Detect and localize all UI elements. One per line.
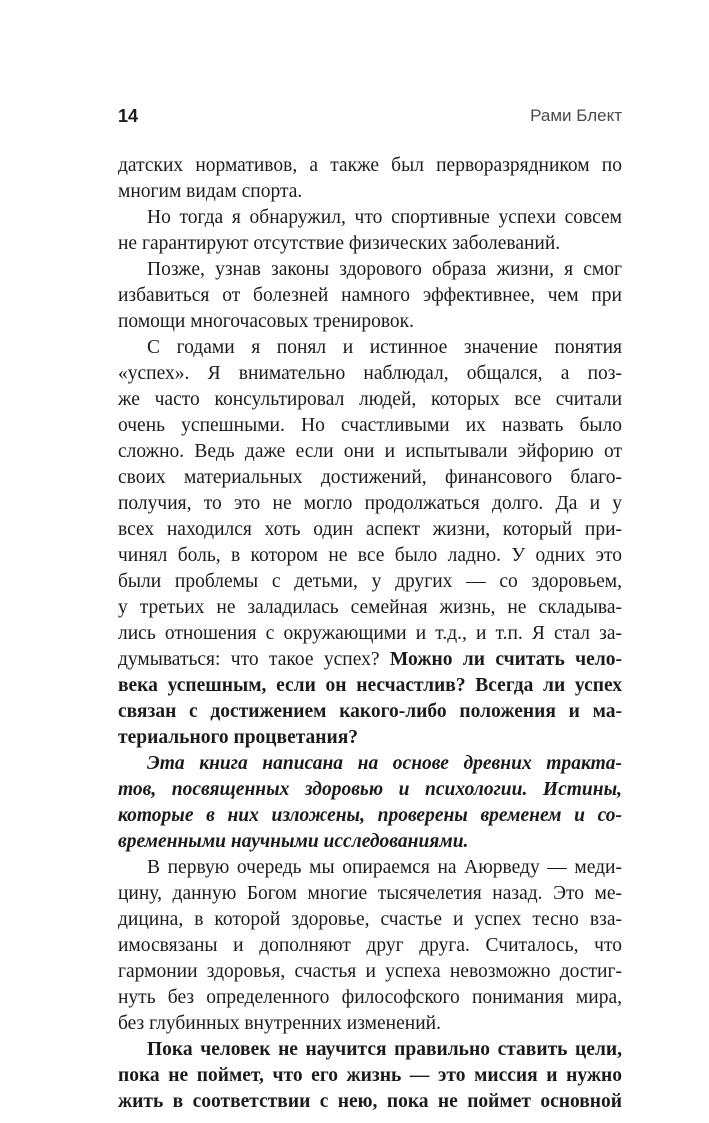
running-title: Рами Блект: [530, 106, 622, 125]
text-line: своих материальных достижений, финансового благо-: [118, 467, 622, 488]
text-line: С годами я понял и истинное значение понятия: [147, 337, 622, 358]
paragraph: [118, 205, 622, 257]
bold-paragraph: [118, 1037, 622, 1115]
emphasis-paragraph: [118, 751, 622, 855]
paragraph: [118, 153, 622, 205]
text-line: В первую очередь мы опираемся на Аюрведу — меди-: [147, 857, 622, 878]
text-line: гармонии здоровья, счастья и успеха невозможно достиг-: [118, 961, 622, 982]
text-line: датских нормативов, а также был перворазрядником по: [118, 155, 622, 176]
text-line: Но тогда я обнаружил, что спортивные успехи совсем: [147, 207, 622, 228]
text-line: были проблемы с детьми, у других — со здоровьем,: [118, 571, 622, 592]
text-line: получия, то это не могло продолжаться долго. Да и у: [118, 493, 622, 514]
text-line: помощи многочасовых тренировок.: [118, 311, 415, 332]
bold-text-segment: Можно ли считать чело-: [389, 649, 623, 670]
text-line: всех находился хоть один аспект жизни, который при-: [118, 519, 622, 540]
text-line: дицина, в которой здоровье, счастье и успех тесно вза-: [118, 909, 622, 930]
text-line: нуть без определенного философского понимания мира,: [118, 987, 622, 1008]
normal-text-segment: думываться: что такое успех?: [118, 649, 390, 670]
text-line: цину, данную Богом многие тысячелетия назад. Это ме-: [118, 883, 622, 904]
text-line: «успех». Я внимательно наблюдал, общался, а поз-: [118, 363, 622, 384]
bold-italic-line: тов, посвященных здоровью и психологии. Истины,: [118, 779, 622, 800]
page-number: 14: [118, 106, 139, 126]
page-header: [118, 100, 622, 132]
text-line: избавиться от болезней намного эффективнее, чем при: [118, 285, 622, 306]
text-line: Позже, узнав законы здорового образа жизни, я смог: [147, 259, 622, 280]
text-line: имосвязаны и дополняют друг друга. Считалось, что: [118, 935, 622, 956]
text-line: очень успешными. Но счастливыми их назвать было: [118, 415, 622, 436]
text-line: без глубинных внутренних изменений.: [118, 1013, 441, 1034]
paragraph: [118, 855, 622, 1037]
body-text: [118, 153, 622, 1115]
text-line: у третьих не заладилась семейная жизнь, не складыва-: [118, 597, 622, 618]
text-line: не гарантируют отсутствие физических заболеваний.: [118, 233, 561, 254]
bold-italic-line: которые в них изложены, проверены временем и со-: [118, 805, 622, 826]
bold-text-line: териального процветания?: [118, 727, 359, 748]
bold-text-line: связан с достижением какого-либо положения и ма-: [118, 701, 622, 722]
bold-text-line: века успешным, если он несчастлив? Всегда ли успех: [118, 675, 622, 696]
bold-italic-line: временными научными исследованиями.: [118, 831, 469, 852]
bold-text-line: Пока человек не научится правильно ставить цели,: [147, 1039, 622, 1060]
text-line: сложно. Ведь даже если они и испытывали эйфорию от: [118, 441, 622, 462]
text-line: многим видам спорта.: [118, 181, 303, 202]
paragraph: [118, 257, 622, 335]
text-line-mixed: [118, 647, 622, 673]
text-line: же часто консультировал людей, которых все считали: [118, 389, 622, 410]
paragraph: [118, 335, 622, 751]
text-line: лись отношения с окружающими и т.д., и т.п. Я стал за-: [118, 623, 622, 644]
bold-text-line: пока не поймет, что его жизнь — это миссия и нужно: [118, 1065, 622, 1086]
bold-italic-line: Эта книга написана на основе древних тракта-: [147, 753, 622, 774]
text-line: чинял боль, в котором не все было ладно. У одних это: [118, 545, 622, 566]
bold-text-line: жить в соответствии с нею, пока не поймет основной: [118, 1091, 622, 1112]
